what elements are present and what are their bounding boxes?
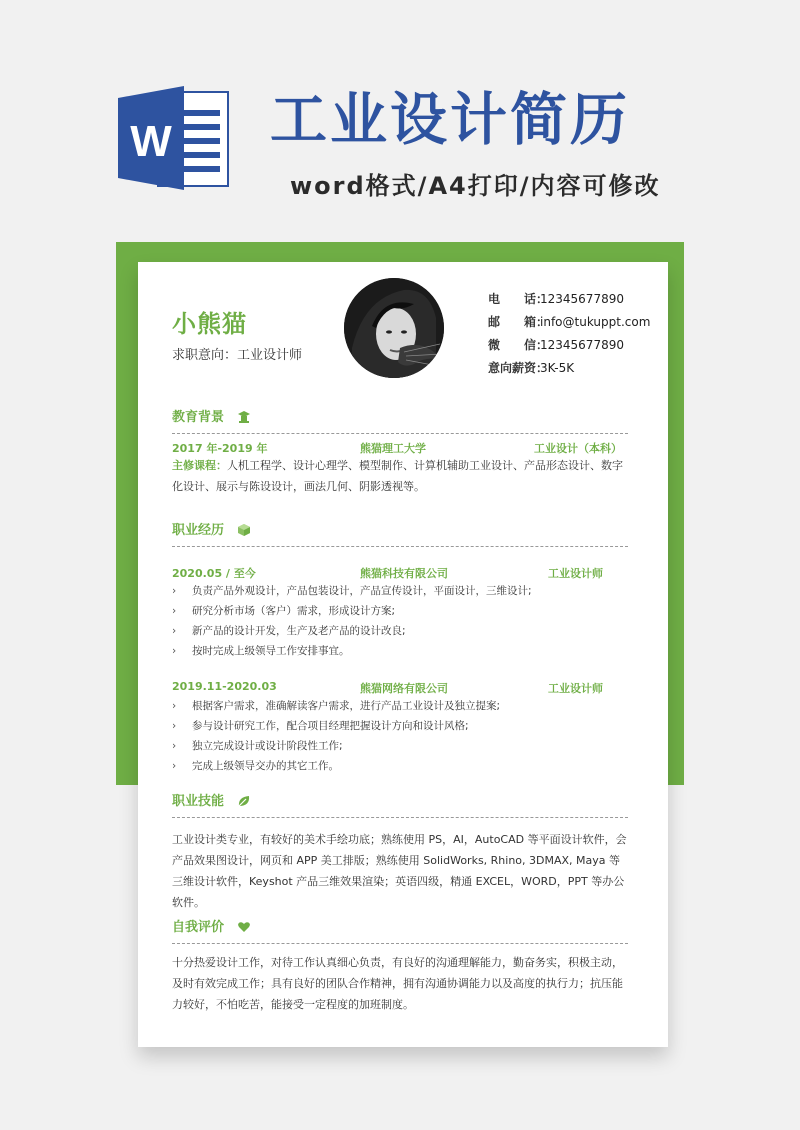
contact-value: 12345677890 <box>540 292 624 306</box>
duty-text: 研究分析市场（客户）需求，形成设计方案; <box>192 605 396 617</box>
list-item <box>172 621 628 641</box>
contact-value: 12345677890 <box>540 338 624 352</box>
chevron-right-icon: › <box>172 625 177 637</box>
duty-text: 完成上级领导交办的其它工作。 <box>192 760 339 772</box>
list-item <box>172 716 628 736</box>
job-duties-list <box>172 696 628 776</box>
list-item <box>172 756 628 776</box>
list-item <box>172 736 628 756</box>
duty-text: 负责产品外观设计，产品包装设计，产品宣传设计，平面设计，三维设计; <box>192 585 532 597</box>
chevron-right-icon: › <box>172 760 177 772</box>
course-label: 主修课程： <box>172 459 227 472</box>
avatar <box>344 278 444 378</box>
job-role: 工业设计师 <box>548 682 603 695</box>
education-school: 熊猫理工大学 <box>360 442 426 455</box>
contact-email <box>488 313 668 336</box>
contact-value: 3K-5K <box>540 361 575 375</box>
candidate-name: 小熊猫 <box>172 310 247 338</box>
section-title-text: 职业技能 <box>172 794 225 809</box>
resume-page <box>138 262 668 1047</box>
duty-text: 新产品的设计开发，生产及老产品的设计改良; <box>192 625 406 637</box>
contact-label: 电 话： <box>488 292 549 306</box>
word-icon <box>118 82 230 194</box>
list-item <box>172 641 628 661</box>
job-period: 2020.05 / 至今 <box>172 567 256 580</box>
job-row <box>172 680 628 694</box>
contact-value: info@tukuppt.com <box>540 315 651 329</box>
education-period: 2017 年-2019 年 <box>172 442 268 455</box>
skills-text: 工业设计类专业，有较好的美术手绘功底；熟练使用 PS，AI，AutoCAD 等平面设计软件，会产品效果图设计，网页和 APP 美工排版；熟练使用 SolidWorks, Rhino, 3DMAX, Maya 等三维设计软件，Keyshot 产品三维效果渲染；英语四级，精通 EXCEL，WORD，PPT 等办公软件。 <box>172 833 627 909</box>
education-courses <box>172 455 628 497</box>
briefcase-icon <box>237 523 251 541</box>
job-intent-value: 工业设计师 <box>237 348 303 363</box>
chevron-right-icon: › <box>172 700 177 712</box>
chevron-right-icon: › <box>172 720 177 732</box>
section-title-text: 教育背景 <box>172 410 225 425</box>
education-major: 工业设计（本科） <box>534 442 622 455</box>
duty-text: 根据客户需求，准确解读客户需求，进行产品工业设计及独立提案; <box>192 700 501 712</box>
contact-label: 邮 箱： <box>488 315 549 329</box>
duty-text: 参与设计研究工作，配合项目经理把握设计方向和设计风格; <box>192 720 469 732</box>
job-company: 熊猫科技有限公司 <box>360 567 448 580</box>
logo-letter: W <box>130 117 172 166</box>
graduation-icon <box>237 410 251 428</box>
job-period: 2019.11-2020.03 <box>172 680 277 693</box>
job-row <box>172 565 628 579</box>
list-item <box>172 581 628 601</box>
leaf-icon <box>237 794 251 812</box>
course-text: 人机工程学、设计心理学、模型制作、计算机辅助工业设计、产品形态设计、数字化设计、展示与陈设设计，画法几何、阴影透视等。 <box>172 459 623 493</box>
banner-title: 工业设计简历 <box>270 87 630 153</box>
heart-icon <box>237 920 251 938</box>
chevron-right-icon: › <box>172 585 177 597</box>
section-skills-title <box>172 790 628 818</box>
contact-label: 微 信： <box>488 338 549 352</box>
contact-salary <box>488 359 668 382</box>
evaluation-text: 十分热爱设计工作，对待工作认真细心负责，有良好的沟通理解能力，勤奋务实，积极主动，及时有效完成工作；具有良好的团队合作精神，拥有沟通协调能力以及高度的执行力；抗压能力较好，不怕吃苦，能接受一定程度的加班制度。 <box>172 956 623 1011</box>
section-title-text: 自我评价 <box>172 920 225 935</box>
list-item <box>172 601 628 621</box>
contact-wechat <box>488 336 668 359</box>
job-intent <box>172 344 302 363</box>
chevron-right-icon: › <box>172 645 177 657</box>
job-duties-list <box>172 581 628 661</box>
chevron-right-icon: › <box>172 605 177 617</box>
banner-subtitle: word格式/A4打印/内容可修改 <box>290 172 661 200</box>
section-title-text: 职业经历 <box>172 523 225 538</box>
job-intent-label: 求职意向： <box>172 348 238 363</box>
job-role: 工业设计师 <box>548 567 603 580</box>
contact-label: 意向薪资： <box>488 361 549 375</box>
section-experience-title <box>172 519 628 547</box>
list-item <box>172 696 628 716</box>
education-row <box>172 440 628 454</box>
chevron-right-icon: › <box>172 740 177 752</box>
contact-info <box>488 290 668 382</box>
section-education-title <box>172 406 628 434</box>
section-evaluation-title <box>172 916 628 944</box>
duty-text: 按时完成上级领导工作安排事宜。 <box>192 645 350 657</box>
job-company: 熊猫网络有限公司 <box>360 682 448 695</box>
contact-phone <box>488 290 668 313</box>
duty-text: 独立完成设计或设计阶段性工作; <box>192 740 343 752</box>
